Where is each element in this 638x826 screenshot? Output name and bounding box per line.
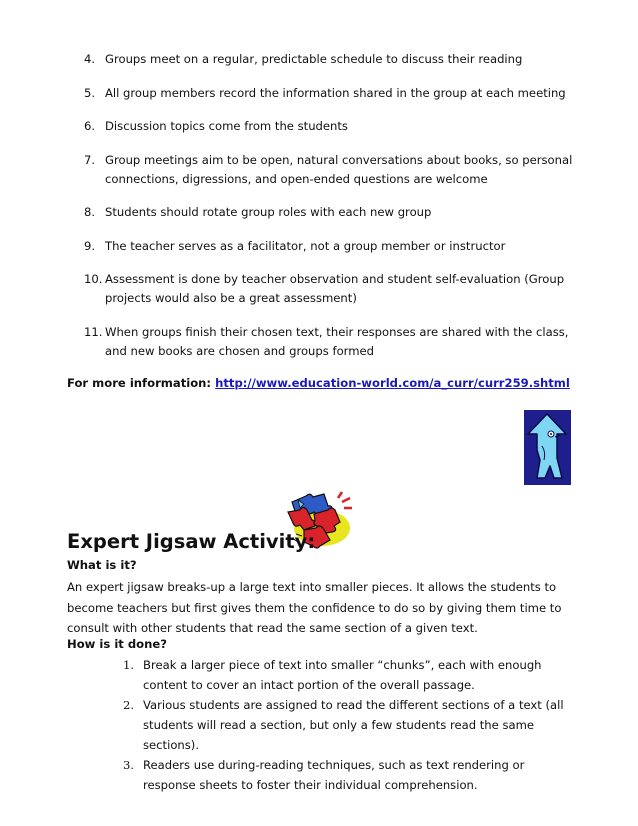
- list-number: 3.: [123, 758, 135, 772]
- list-item-text: Break a larger piece of text into smaller “chunks”, each with enough content to cover an intact portion of the overall passage.: [143, 658, 542, 692]
- literature-circle-list: [84, 50, 584, 375]
- list-number: 5.: [84, 85, 96, 100]
- list-number: 8.: [84, 205, 96, 219]
- list-number: 11.: [84, 324, 103, 339]
- list-number: 9.: [84, 238, 96, 253]
- what-is-it-paragraph: An expert jigsaw breaks-up a large text into smaller pieces. It allows the students to become teachers but first gives them the confidence to do so by giving them time to consult with other students that read the same section of a given text.: [67, 580, 562, 635]
- list-number: 6.: [84, 119, 96, 133]
- list-item-text: Readers use during-reading techniques, such as text rendering or response sheets to foster their individual comprehension.: [143, 758, 525, 792]
- list-item: [123, 695, 573, 755]
- list-number: 2.: [123, 698, 135, 712]
- list-item-text: Group meetings aim to be open, natural conversations about books, so personal connections, digressions, and open-ended questions are welcome: [105, 152, 573, 186]
- list-item-text: When groups finish their chosen text, their responses are shared with the class, and new books are chosen and groups formed: [105, 324, 569, 358]
- more-info-link[interactable]: http://www.education-world.com/a_curr/curr259.shtml: [215, 376, 570, 390]
- list-item-text: Discussion topics come from the students: [105, 119, 348, 133]
- list-item: [84, 237, 584, 256]
- jigsaw-steps-list: [123, 655, 573, 795]
- list-item-text: Various students are assigned to read the different sections of a text (all students will read a section, but only a few students read the same sections).: [143, 698, 564, 752]
- list-item: [84, 50, 584, 69]
- section-heading: Expert Jigsaw Activity:: [67, 530, 316, 553]
- list-item: [84, 270, 584, 308]
- up-arrow-figure-icon: [524, 410, 571, 485]
- what-is-it-label: What is it?: [67, 558, 137, 572]
- list-item: [84, 151, 584, 189]
- list-item: [84, 323, 584, 361]
- list-item: [123, 755, 573, 795]
- more-info-line: [67, 376, 570, 390]
- list-number: 7.: [84, 152, 96, 167]
- how-is-it-done-label: How is it done?: [67, 637, 167, 651]
- list-number: 4.: [84, 52, 96, 66]
- list-item-text: All group members record the information shared in the group at each meeting: [105, 85, 566, 100]
- list-item: [84, 84, 584, 103]
- list-item-text: Assessment is done by teacher observation and student self-evaluation (Group projects would also be a great assessment): [105, 272, 565, 305]
- list-number: 10.: [84, 272, 103, 286]
- list-item: [123, 655, 573, 695]
- list-number: 1.: [123, 658, 135, 672]
- list-item-text: The teacher serves as a facilitator, not a group member or instructor: [105, 238, 506, 253]
- list-item: [84, 117, 584, 136]
- list-item-text: Students should rotate group roles with each new group: [105, 205, 432, 219]
- more-info-label: For more information:: [67, 376, 212, 390]
- list-item: [84, 203, 584, 222]
- list-item-text: Groups meet on a regular, predictable schedule to discuss their reading: [105, 52, 523, 66]
